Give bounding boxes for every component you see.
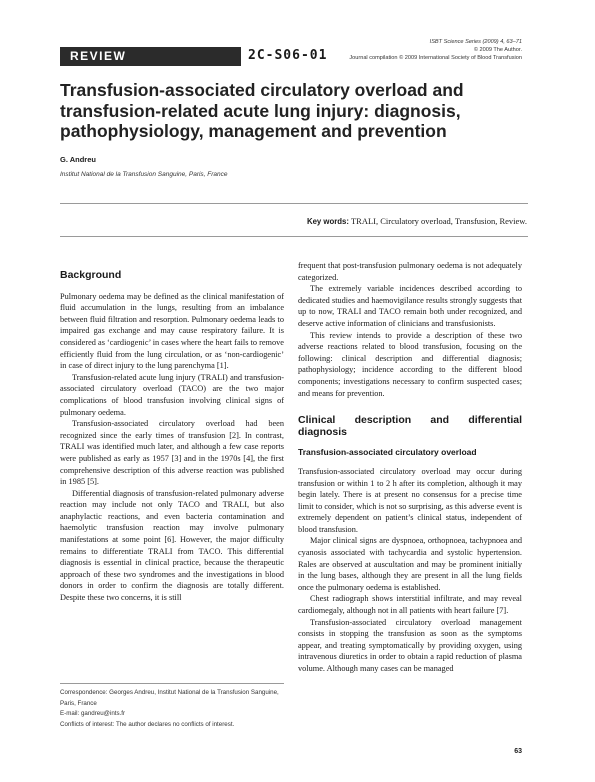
correspondence-note: Correspondence: Georges Andreu, Institut National de la Transfusion Sanguine, Paris, France — [60, 689, 279, 707]
keywords-label: Key words: — [306, 217, 349, 226]
paragraph: frequent that post-transfusion pulmonary oedema is not adequately categorized. — [298, 261, 522, 282]
section-heading-background: Background — [60, 269, 122, 281]
review-badge: REVIEW — [60, 47, 241, 66]
email-note: E-mail: gandreu@ints.fr — [60, 710, 126, 718]
divider-bottom — [60, 236, 528, 237]
divider-top — [60, 203, 528, 204]
paragraph: Transfusion-associated circulatory overload management consists in stopping the transfusion as soon as the symptoms appear, and treating symptomatically by providing oxygen, using intravenous diuretics in order to obtain a rapid reduction of plasma volume. Although many cases can be managed — [298, 617, 522, 673]
paragraph: Differential diagnosis of transfusion-related pulmonary adverse reaction may include not only TACO and TRALI, but also anaphylactic reactions, and even bacteria contamination and haemolytic transfusion reaction may involve pulmonary manifestations at some point [6]. However, the major difficulty remains to differentiate TRALI from TACO. This differential diagnosis is essential in clinical practice, because the therapeutic approach of these two syndromes and the investigations in blood donors in order to confirm the diagnosis are totally different. Despite these two concerns, it is still — [60, 488, 284, 603]
footnote — [60, 688, 284, 730]
article-title: Transfusion-associated circulatory overload and transfusion-related acute lung injury: diagnosis, pathophysiology, management and prevention — [60, 80, 464, 141]
paragraph: Pulmonary oedema may be defined as the clinical manifestation of fluid accumulation in the lungs, resulting from an imbalance between fluid filtration and resorption. Pulmonary oedema leads to impaired gas exchange and may cause respiratory failure. It is considered as ‘cardiogenic’ in cases where the heart fails to remove efficiently fluid from the lung circulation, or as ‘non-cardiogenic’ in case of direct injury to the lung parenchyma [1]. — [60, 291, 284, 371]
paragraph: Transfusion-associated circulatory overload may occur during transfusion or within 1 to 2 h after its completion, although it may begin lately. There is at present no consensus for a precise time limit to consider, which is not so surprising, as this adverse event is extremely dependent on patient’s clinical status, independent of blood transfusion. — [298, 466, 522, 534]
paragraph: This review intends to provide a description of these two adverse reactions related to blood transfusion, focusing on the following: clinical description and differential diagnosis; pathophysiology; incidence according to the different blood components; investigations necessary to confirm suspected cases; and means for prevention. — [298, 330, 522, 398]
page-number: 63 — [514, 748, 522, 755]
article-code: 2C-S06-01 — [248, 48, 328, 63]
paragraph: Transfusion-related acute lung injury (TRALI) and transfusion-associated circulatory overload (TACO) are the two major complications of blood transfusion involving clinical signs of pulmonary oedema. — [60, 372, 284, 417]
conflict-of-interest-note: Conflicts of interest: The author declares no conflicts of interest. — [60, 720, 235, 728]
author-affiliation: Institut National de la Transfusion Sanguine, Paris, France — [60, 171, 228, 178]
paragraph: Transfusion-associated circulatory overload had been recognized since the early times of transfusion [2]. In contrast, TRALI was identified much later, and although a few case reports were published as early as 1957 [3] and in the 1970s [4], the first comprehensive description of this adverse reaction was published in 1985 [5]. — [60, 419, 284, 487]
author-name: G. Andreu — [60, 155, 96, 164]
left-column — [60, 260, 284, 604]
paragraph: Major clinical signs are dyspnoea, orthopnoea, tachypnoea and cyanosis associated with tachycardia and systolic hypertension. Rales are observed at auscultation and may be prominent initially in the lung bases, although they are present in all the lung fields once the pulmonary oedema is established. — [298, 536, 522, 592]
subheading-taco: Transfusion-associated circulatory overload — [298, 447, 477, 458]
journal-citation: ISBT Science Series (2009) 4, 63–71 — [429, 39, 522, 45]
copyright-line: © 2009 The Author. — [473, 47, 522, 53]
keywords-line — [307, 216, 527, 226]
paragraph: The extremely variable incidences described according to dedicated studies and haemovigilance results strongly suggests that up to now, TRALI and TACO remain both under recognized, and deserve active information of clinicians and transfusionists. — [298, 284, 522, 328]
journal-compilation-line: Journal compilation © 2009 International Society of Blood Transfusion — [349, 55, 522, 61]
journal-header — [349, 38, 522, 62]
keywords-text: TRALI, Circulatory overload, Transfusion, Review. — [350, 216, 527, 226]
right-column — [298, 260, 522, 675]
section-heading-clinical: Clinical description and differential diagnosis — [298, 414, 522, 438]
footnote-divider — [60, 683, 284, 684]
paragraph: Chest radiograph shows interstitial infiltrate, and may reveal cardiomegaly, although not in all patients with heart failure [7]. — [298, 594, 522, 616]
